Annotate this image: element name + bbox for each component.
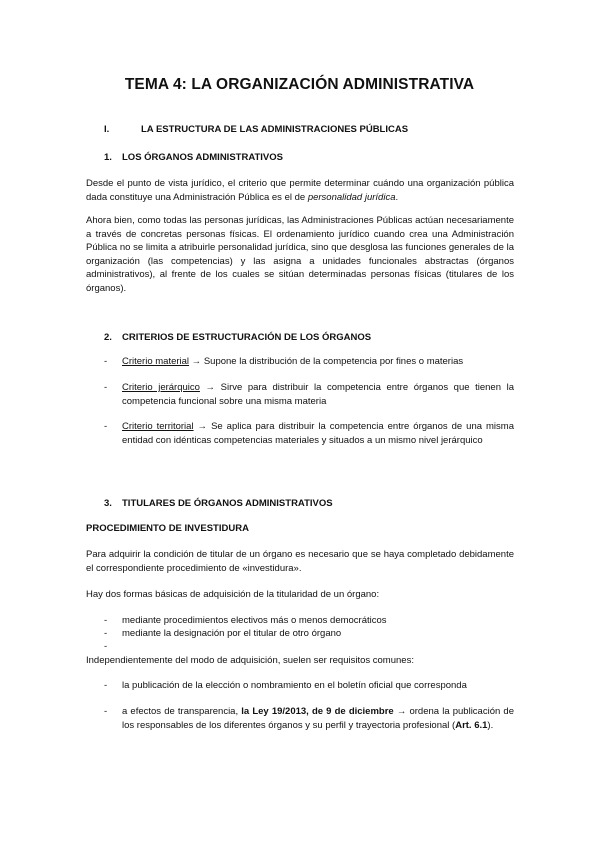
bullet-dash: - — [104, 421, 108, 432]
bullet-dash: - — [104, 382, 108, 393]
subheading-investidura: PROCEDIMIENTO DE INVESTIDURA — [86, 523, 249, 534]
bullet-dash-empty: - — [104, 641, 108, 652]
bullet-dash: - — [104, 706, 108, 717]
heading-number: 3. — [104, 498, 112, 509]
section-number: I. — [104, 124, 110, 135]
law-reference: la Ley 19/2013, de 9 de diciembre — [241, 706, 394, 717]
list-item-criterio-territorial — [122, 420, 514, 447]
document-title: TEMA 4: LA ORGANIZACIÓN ADMINISTRATIVA — [124, 76, 475, 93]
paragraph-requisitos: Independientemente del modo de adquisición, suelen ser requisitos comunes: — [86, 655, 414, 666]
criterion-term: Criterio jerárquico — [122, 382, 200, 393]
heading-criterios — [104, 332, 371, 343]
bullet-dash: - — [104, 628, 108, 639]
bullet-dash: - — [104, 680, 108, 691]
list-item-criterio-material — [122, 355, 514, 369]
requirement-text-middle: → ordena la publicación de los responsables de los diferentes órganos y su perfil y trayectoria profesional ( — [122, 706, 514, 731]
heading-text: TITULARES DE ÓRGANOS ADMINISTRATIVOS — [122, 498, 333, 509]
list-item-electivos: mediante procedimientos electivos más o menos democráticos — [122, 615, 387, 626]
heading-number: 1. — [104, 152, 112, 163]
requirement-text-end: ). — [487, 719, 494, 731]
arrow-icon: → — [199, 382, 221, 393]
heading-number: 2. — [104, 332, 112, 343]
list-item-designacion: mediante la designación por el titular de otro órgano — [122, 628, 342, 639]
requirement-text: a efectos de transparencia, — [122, 706, 242, 717]
criterion-term: Criterio territorial — [122, 421, 194, 432]
italic-term: personalidad jurídica — [307, 191, 396, 203]
heading-organos-administrativos — [104, 152, 283, 163]
heading-text: CRITERIOS DE ESTRUCTURACIÓN DE LOS ÓRGANOS — [122, 332, 372, 343]
arrow-icon: → — [193, 421, 212, 432]
paragraph-personalidad-juridica — [86, 177, 514, 204]
bullet-dash: - — [104, 615, 108, 626]
paragraph-text: Desde el punto de vista jurídico, el criterio que permite determinar cuándo una organización pública dada constituye una Administración Pública es el de — [86, 178, 514, 203]
criterion-term: Criterio material — [122, 356, 190, 367]
paragraph-text-end: . — [395, 191, 399, 203]
heading-titulares — [104, 498, 333, 509]
paragraph-investidura: Para adquirir la condición de titular de un órgano es necesario que se haya completado debidamente el correspondiente procedimiento de «investidura». — [86, 549, 514, 574]
criterion-description: Supone la distribución de la competencia por fines o materias — [203, 356, 464, 367]
criterion-description: Se aplica para distribuir la competencia entre órganos de una misma entidad con idénticas competencias materiales y situados a un mismo nivel jerárquico — [122, 421, 514, 446]
list-item-transparencia — [122, 705, 514, 732]
section-title: LA ESTRUCTURA DE LAS ADMINISTRACIONES PÚBLICAS — [141, 124, 409, 135]
criterion-description: Sirve para distribuir la competencia entre órganos que tienen la competencia funcional sobre una misma materia — [122, 382, 514, 407]
paragraph-personas-fisicas: Ahora bien, como todas las personas jurídicas, las Administraciones Públicas actúan necesariamente a través de concretas personas físicas. El ordenamiento jurídico cuando crea una Administración Pública no se limita a atribuirle personalidad jurídica, sino que desglosa las funciones generales de la organización (las competencias) y las asigna a unidades funcionales abstractas (órganos administrativos), al frente de los cuales se sitúan determinadas personas físicas (titulares de los órganos). — [86, 215, 514, 294]
bullet-dash: - — [104, 356, 108, 367]
article-reference: Art. 6.1 — [455, 719, 488, 731]
heading-text: LOS ÓRGANOS ADMINISTRATIVOS — [122, 152, 283, 163]
list-item-publicacion: la publicación de la elección o nombramiento en el boletín oficial que corresponda — [122, 680, 467, 691]
arrow-icon: → — [189, 356, 204, 367]
list-item-criterio-jerarquico — [122, 381, 514, 408]
paragraph-formas-basicas: Hay dos formas básicas de adquisición de la titularidad de un órgano: — [86, 589, 380, 600]
